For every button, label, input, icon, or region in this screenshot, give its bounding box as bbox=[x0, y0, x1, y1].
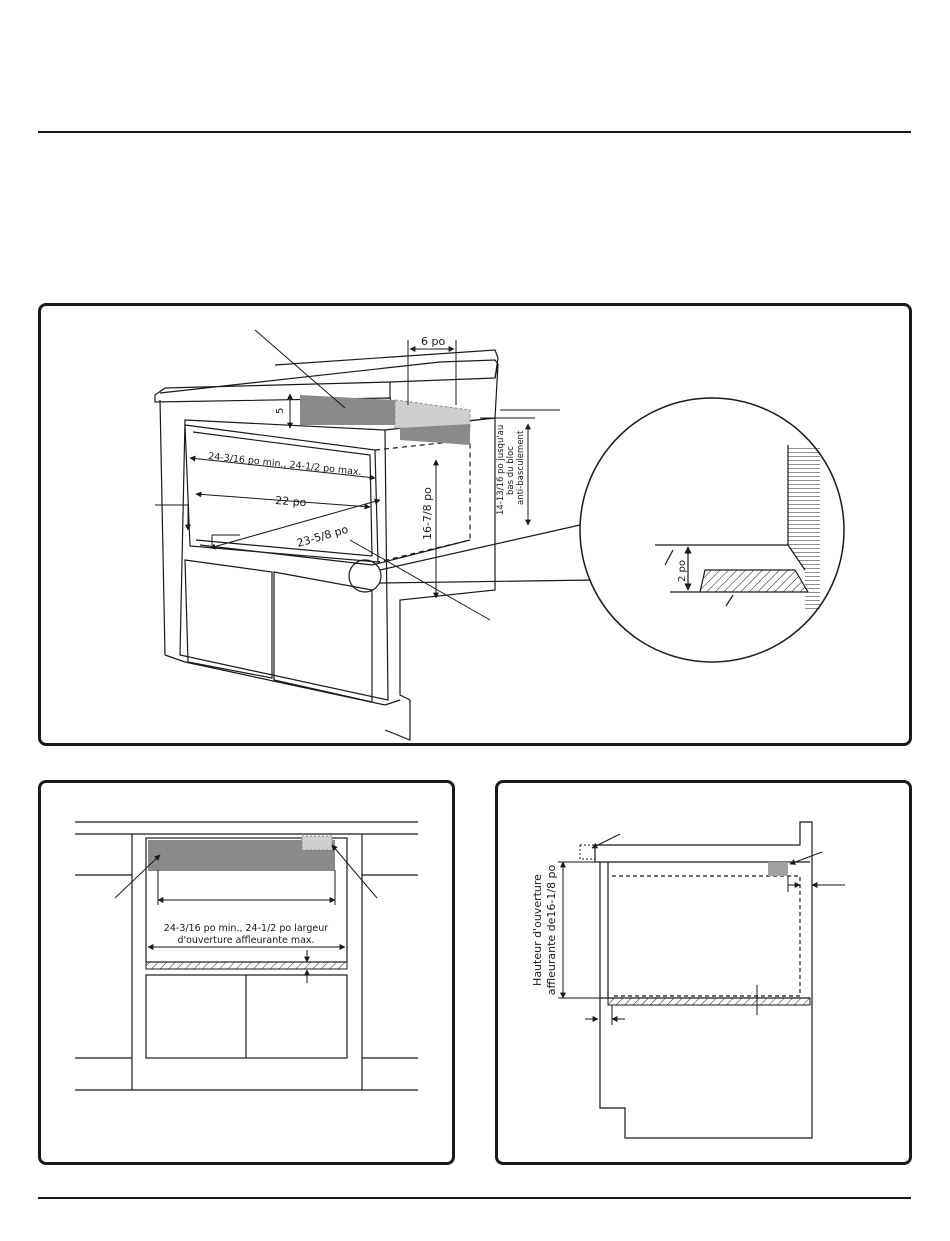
dim-22po: 22 po bbox=[274, 494, 307, 510]
front-width-label-line2: d'ouverture affleurante max. bbox=[177, 935, 315, 946]
dim-6po: 6 po bbox=[421, 335, 446, 348]
svg-text:anti-basculement: anti-basculement bbox=[516, 430, 526, 505]
dim-height: 16-7/8 po bbox=[421, 487, 434, 540]
dim-5: 5 bbox=[275, 407, 286, 414]
svg-text:14-13/16 po jusqu'au: 14-13/16 po jusqu'au bbox=[496, 424, 506, 515]
side-height-label-line1: Hauteur d'ouverture bbox=[531, 874, 544, 986]
side-height-label-line2: affleurante de16-1/8 po bbox=[545, 864, 558, 996]
svg-text:bas du bloc: bas du bloc bbox=[506, 446, 516, 495]
dim-depth: 23-5/8 po bbox=[295, 522, 350, 550]
side-anti-tip-block bbox=[768, 862, 788, 876]
dim-2po: 2 po bbox=[677, 559, 688, 582]
dim-opening-width: 24-3/16 po min., 24-1/2 po max. bbox=[207, 451, 363, 479]
front-width-label-line1: 24-3/16 po min., 24-1/2 po largeur bbox=[163, 923, 329, 934]
side-shelf-hatch bbox=[608, 998, 810, 1005]
